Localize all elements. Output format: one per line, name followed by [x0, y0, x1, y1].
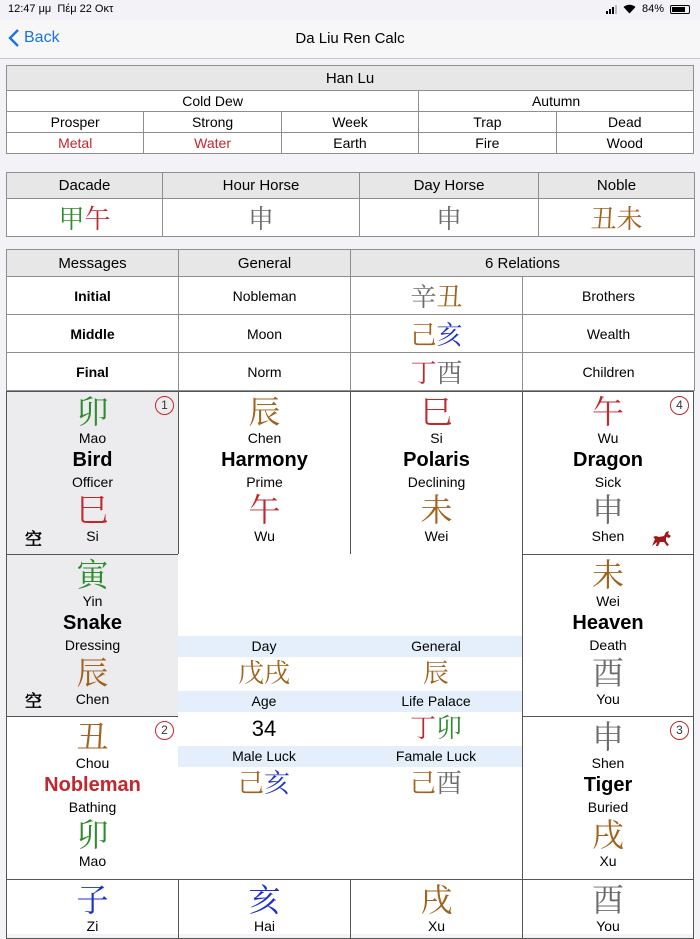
relation-chars: 辛丑 [351, 277, 523, 315]
branch-pinyin: You [596, 918, 620, 934]
solar-term: Cold Dew [7, 91, 419, 112]
palace-cell[interactable] [350, 391, 523, 555]
heaven-pinyin: You [596, 691, 620, 707]
female-luck-label: Famale Luck [395, 748, 477, 764]
center-value-row [178, 657, 522, 691]
palace-cell[interactable] [178, 879, 351, 939]
branch-pinyin: Wu [597, 430, 619, 446]
element-label: Metal [7, 133, 144, 154]
center-header-row [178, 691, 522, 712]
general-name: Harmony [221, 449, 308, 471]
general-name: Dragon [573, 449, 643, 471]
state-label: Prosper [7, 112, 144, 133]
relation-value: Children [523, 353, 695, 391]
relation-value: Wealth [523, 315, 695, 353]
battery-icon [670, 5, 690, 14]
state-label: Trap [419, 112, 556, 133]
general-value: Moon [179, 315, 351, 353]
palace-cell[interactable] [6, 554, 179, 717]
message-label: Final [7, 353, 179, 391]
state-label: Officer [72, 474, 113, 490]
life-palace-value: 丁卯 [409, 714, 463, 744]
element-label: Fire [419, 133, 556, 154]
header-dacade: Dacade [7, 173, 163, 199]
day-label: Day [251, 638, 277, 654]
palace-cell[interactable] [522, 554, 694, 717]
heaven-char: 未 [420, 491, 453, 529]
header-hour-horse: Hour Horse [163, 173, 360, 199]
order-badge: 1 [155, 396, 174, 415]
branch-pinyin: Hai [253, 918, 275, 934]
center-value-row [178, 712, 522, 746]
heaven-char: 卯 [76, 816, 109, 854]
message-label: Initial [7, 277, 179, 315]
palace-cell[interactable] [178, 391, 351, 555]
general-value: 辰 [422, 659, 449, 689]
branch-pinyin: Mao [78, 430, 107, 446]
order-badge: 3 [670, 721, 689, 740]
branch-pinyin: Wei [596, 593, 620, 609]
horse-icon [649, 528, 673, 550]
horse-table [6, 172, 695, 237]
center-header-row [178, 746, 522, 767]
heaven-char: 午 [248, 491, 281, 529]
life-palace-label: Life Palace [401, 693, 471, 709]
header-noble: Noble [539, 173, 695, 199]
branch-char: 巳 [420, 393, 453, 431]
heaven-pinyin: Mao [78, 853, 107, 869]
palace-cell[interactable] [6, 879, 179, 939]
empty-marker: 空 [25, 530, 42, 550]
status-bar [0, 0, 700, 20]
male-luck-value: 己亥 [237, 769, 291, 799]
branch-char: 子 [76, 881, 109, 919]
status-date: Πέμ 22 Οκτ [57, 3, 114, 15]
branch-char: 申 [591, 718, 624, 756]
header-day-horse: Day Horse [360, 173, 539, 199]
heaven-pinyin: Chen [75, 691, 110, 707]
center-value-row [178, 767, 522, 801]
state-label: Buried [587, 799, 629, 815]
state-label: Bathing [68, 799, 117, 815]
battery-percent: 84% [641, 3, 664, 15]
palace-cell[interactable] [6, 716, 179, 880]
state-label: Strong [144, 112, 281, 133]
palace-grid [6, 391, 694, 934]
branch-pinyin: Zi [86, 918, 99, 934]
general-name: Tiger [583, 774, 633, 796]
branch-char: 午 [591, 393, 624, 431]
message-row [7, 315, 695, 353]
state-label: Death [589, 637, 627, 653]
branch-char: 戌 [420, 881, 453, 919]
element-label: Water [144, 133, 281, 154]
center-header-row [178, 636, 522, 657]
nav-bar [0, 20, 700, 59]
season: Autumn [419, 91, 694, 112]
palace-cell[interactable] [522, 879, 694, 939]
branch-pinyin: Si [430, 430, 443, 446]
branch-char: 辰 [248, 393, 281, 431]
relation-chars: 己亥 [351, 315, 523, 353]
message-row [7, 277, 695, 315]
relation-chars: 丁酉 [351, 353, 523, 391]
page-title: Da Liu Ren Calc [295, 30, 405, 47]
heaven-pinyin: Si [86, 528, 99, 544]
general-value: Nobleman [179, 277, 351, 315]
palace-cell[interactable] [522, 716, 694, 880]
message-row [7, 353, 695, 391]
day-value: 戊戌 [237, 659, 291, 689]
status-time: 12:47 μμ [8, 3, 52, 15]
heaven-char: 申 [591, 491, 624, 529]
general-name: Bird [72, 449, 113, 471]
female-luck-value: 己酉 [409, 769, 463, 799]
info-name: Han Lu [7, 66, 694, 91]
palace-cell[interactable] [6, 391, 179, 555]
dacade-value: 甲午 [7, 199, 163, 237]
branch-pinyin: Shen [591, 755, 625, 771]
palace-cell[interactable] [522, 391, 694, 555]
general-name: Snake [63, 612, 122, 634]
empty-marker: 空 [25, 692, 42, 712]
general-name: Heaven [572, 612, 644, 634]
branch-char: 亥 [248, 881, 281, 919]
branch-char: 卯 [76, 393, 109, 431]
order-badge: 2 [155, 721, 174, 740]
info-table [6, 65, 694, 154]
state-label: Prime [246, 474, 283, 490]
general-name: Nobleman [44, 774, 141, 796]
heaven-char: 戌 [591, 816, 624, 854]
element-label: Wood [556, 133, 693, 154]
header-messages: Messages [7, 250, 179, 277]
state-label: Declining [407, 474, 466, 490]
noble-value: 丑未 [539, 199, 695, 237]
message-label: Middle [7, 315, 179, 353]
general-name: Polaris [403, 449, 470, 471]
age-value: 34 [251, 716, 277, 741]
heaven-pinyin: Wu [254, 528, 275, 544]
heaven-pinyin: Wei [424, 528, 449, 544]
state-label: Dead [556, 112, 693, 133]
state-label: Week [281, 112, 418, 133]
male-luck-label: Male Luck [232, 748, 296, 764]
branch-char: 丑 [76, 718, 109, 756]
general-value: Norm [179, 353, 351, 391]
branch-char: 寅 [76, 556, 109, 594]
heaven-pinyin: Xu [599, 853, 617, 869]
heaven-char: 酉 [591, 654, 624, 692]
state-label: Sick [594, 474, 622, 490]
order-badge: 4 [670, 396, 689, 415]
branch-char: 酉 [591, 881, 624, 919]
general-label: General [411, 638, 461, 654]
branch-pinyin: Xu [427, 918, 446, 934]
state-label: Dressing [64, 637, 121, 653]
heaven-pinyin: Shen [591, 528, 625, 544]
heaven-char: 辰 [76, 654, 109, 692]
header-general: General [179, 250, 351, 277]
relation-value: Brothers [523, 277, 695, 315]
branch-char: 未 [591, 556, 624, 594]
wifi-icon [623, 4, 636, 14]
branch-pinyin: Chen [247, 430, 282, 446]
back-label: Back [24, 29, 60, 46]
signal-icon [606, 5, 617, 14]
hour-horse-value: 申 [163, 199, 360, 237]
header-relations: 6 Relations [351, 250, 695, 277]
element-label: Earth [281, 133, 418, 154]
branch-pinyin: Chou [75, 755, 110, 771]
palace-cell[interactable] [350, 879, 523, 939]
branch-pinyin: Yin [82, 593, 103, 609]
heaven-char: 巳 [76, 491, 109, 529]
center-panel [178, 554, 522, 879]
age-label: Age [251, 693, 277, 709]
day-horse-value: 申 [360, 199, 539, 237]
messages-table [6, 249, 695, 391]
